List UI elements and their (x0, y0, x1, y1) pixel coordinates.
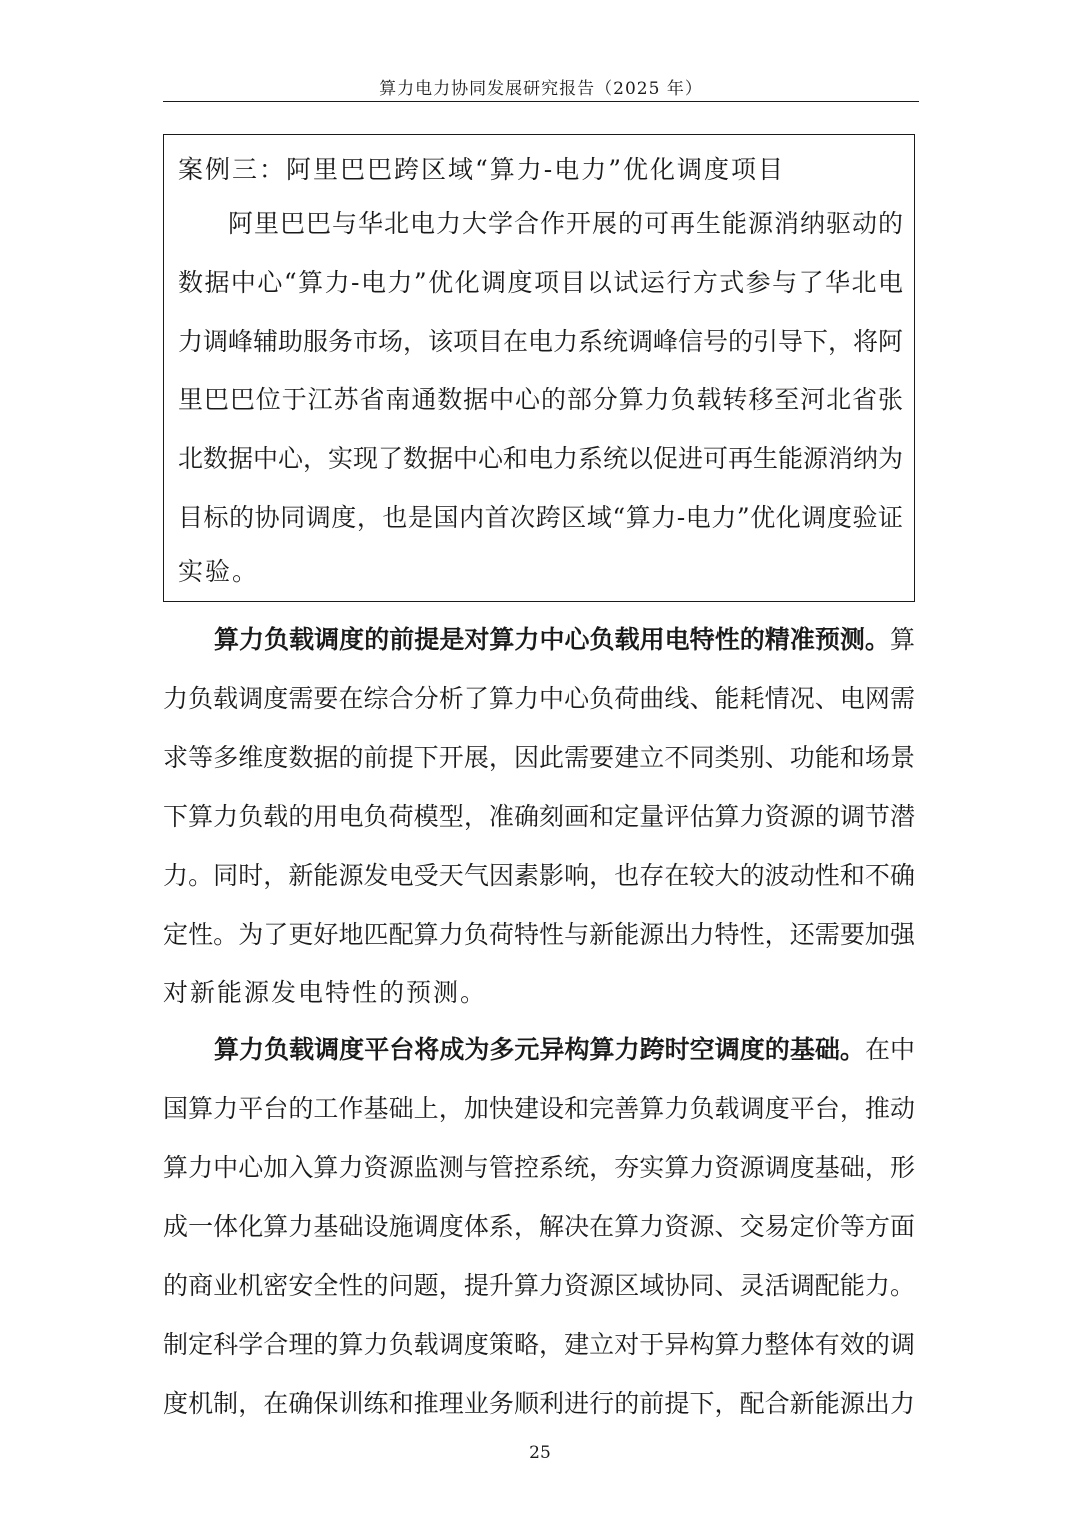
paragraph2-line: 制定科学合理的算力负载调度策略，建立对于异构算力整体有效的调 (163, 1330, 915, 1359)
paragraph1-first-line (214, 622, 915, 658)
case-line: 阿里巴巴与华北电力大学合作开展的可再生能源消纳驱动的 (228, 209, 903, 238)
page-number: 25 (529, 1443, 551, 1463)
paragraph1-lead: 算力负载调度的前提是对算力中心负载用电特性的精准预测。 (214, 625, 890, 654)
case-line: 里巴巴位于江苏省南通数据中心的部分算力负载转移至河北省张 (178, 385, 903, 414)
paragraph1-line: 定性。为了更好地匹配算力负荷特性与新能源出力特性，还需要加强 (163, 920, 915, 949)
paragraph2-line: 算力中心加入算力资源监测与管控系统，夯实算力资源调度基础，形 (163, 1153, 915, 1182)
paragraph2-line: 的商业机密安全性的问题，提升算力资源区域协同、灵活调配能力。 (163, 1271, 915, 1300)
paragraph1-line: 力负载调度需要在综合分析了算力中心负荷曲线、能耗情况、电网需 (163, 684, 915, 713)
paragraph2-lead: 算力负载调度平台将成为多元异构算力跨时空调度的基础。 (214, 1035, 865, 1064)
paragraph2-first-line (214, 1032, 915, 1068)
paragraph1-line: 求等多维度数据的前提下开展，因此需要建立不同类别、功能和场景 (163, 743, 915, 772)
header-rule (163, 101, 919, 102)
paragraph2-line0-rest: 在中 (864, 1035, 915, 1064)
case-line: 北数据中心，实现了数据中心和电力系统以促进可再生能源消纳为 (178, 444, 904, 473)
case-study-title: 案例三：阿里巴巴跨区域“算力-电力”优化调度项目 (178, 155, 786, 184)
case-line: 目标的协同调度，也是国内首次跨区域“算力-电力”优化调度验证 (178, 503, 903, 532)
paragraph1-line0-rest: 算 (889, 625, 915, 654)
paragraph1-line: 力。同时，新能源发电受天气因素影响，也存在较大的波动性和不确 (163, 861, 915, 890)
paragraph1-line: 下算力负载的用电负荷模型，准确刻画和定量评估算力资源的调节潜 (163, 802, 915, 831)
case-line: 实验。 (178, 557, 260, 586)
paragraph2-line: 国算力平台的工作基础上，加快建设和完善算力负载调度平台，推动 (163, 1094, 915, 1123)
case-line: 力调峰辅助服务市场，该项目在电力系统调峰信号的引导下，将阿 (178, 327, 904, 356)
case-line: 数据中心“算力-电力”优化调度项目以试运行方式参与了华北电 (178, 268, 903, 297)
running-header: 算力电力协同发展研究报告（2025 年） (379, 79, 703, 99)
paragraph1-line: 对新能源发电特性的预测。 (163, 978, 488, 1007)
paragraph2-line: 度机制，在确保训练和推理业务顺利进行的前提下，配合新能源出力 (163, 1389, 915, 1418)
paragraph2-line: 成一体化算力基础设施调度体系，解决在算力资源、交易定价等方面 (163, 1212, 915, 1241)
